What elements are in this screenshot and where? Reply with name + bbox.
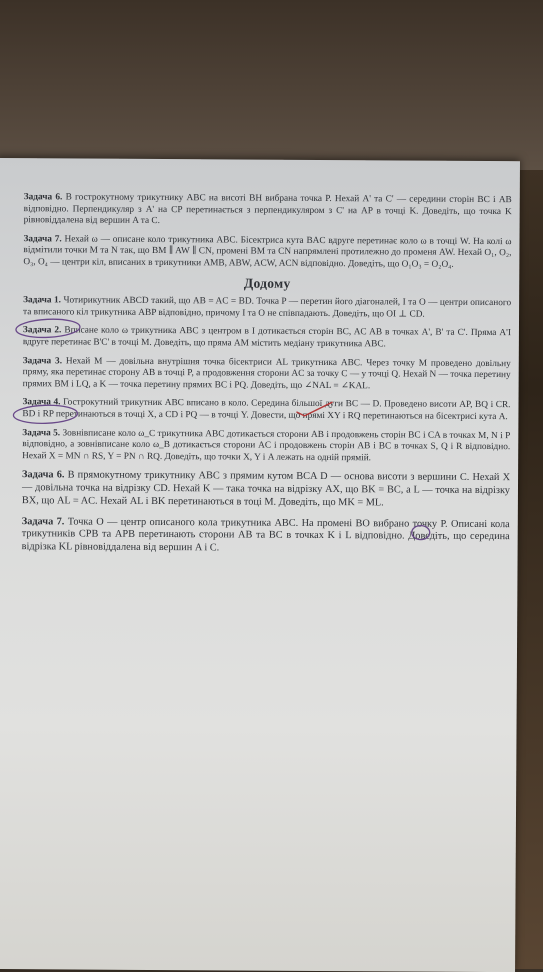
task-text: Гострокутний трикутник ABC вписано в коло. Середина більшої дуги BC — D. Проведено висоти AP, BQ і CR. BD і RP перетинаються в точці X, а CD і PQ — в точці Y. Довести, що прямі XY і RQ перетинаються на бісектрисі кута A. [22,397,511,423]
task-top-7 [23,234,511,272]
task-title: Задача 4. [22,397,61,408]
task-title: Задача 6. [23,192,63,203]
home-task-7 [22,516,510,557]
task-title: Задача 7. [23,233,62,245]
home-task-1 [23,295,511,321]
background-surface [0,0,543,170]
task-top-6 [24,192,512,230]
section-title: Додому [243,275,291,291]
task-title: Задача 6. [22,469,65,481]
task-text: Зовнівписане коло ω_C трикутника ABC дотикається сторони AB і продовжень сторін BC і CA в точках M, N і P відповідно, а зовнівписане коло ω_B дотикається сторони AC і продовжень сторін AB і BC в точках S, Q і R відповідно. Нехай X = MN ∩ RS, Y = PN ∩ RQ. Доведіть, що точки X, Y і A лежать на одній прямій. [22,427,511,463]
task-title: Задача 5. [22,427,61,438]
page-content [22,192,512,565]
home-task-4 [22,397,510,423]
task-text: Чотирикутник ABCD такий, що AB = AC = BD. Точка P — перетин його діагоналей, I та O — центри описаного та вписаного кіл трикутника ABP відповідно, причому I та O не співпадають. Доведіть, що OI ⊥ CD. [23,295,512,320]
task-text: В гострокутному трикутнику ABC на висоті BH вибрана точка P. Нехай A' та C' — середини сторін BC і AB відповідно. Перпендикуляр з A' на CP перетинається з перпендикуляром з C' на AP в точці K. Доведіть, що точка K рівновіддалена від вершин A та C. [23,192,512,227]
paper-sheet [0,158,520,972]
task-text: Точка O — центр описаного кола трикутника ABC. На промені BO вибрано точку P. Описані кола трикутників CPB та APB перетинають сторони AB та BC в точках K і L відповідно. Доведіть, що середина відрізка KL рівновіддалена від вершин A і C. [21,516,510,554]
task-title: Задача 1. [23,295,62,306]
task-title: Задача 7. [21,515,65,528]
home-task-2 [23,326,511,352]
task-title: Задача 2. [22,325,62,336]
task-title: Задача 3. [22,355,63,366]
task-text: В прямокутному трикутнику ABC з прямим кутом BCA D — основа висоти з вершини C. Нехай X — довільна точка на відрізку CD. Нехай K — така точка на відрізку AX, що BK = BC, а L — точка на відрізку BX, що AL = AC. Нехай AL і BK перетинаються в тоці M. Доведіть, що MK = ML. [21,469,511,509]
home-task-5 [22,428,510,466]
task-text: Нехай ω — описане коло трикутника ABC. Бісектриса кута BAC вдруге перетинає коло ω в точці W. На колі ω відмітили точки M та N так, що BM ∥ AW ∥ CN, промені BM та CN напрямлені протилежно до променя AW. Нехай O₁, O₂, O₃, O₄ — центри кіл, вписаних в трикутники AMB, ABW, ACW, ACN відповідно. Доведіть, що O₁O₃ = O₂O₄. [23,234,512,270]
home-task-6 [22,469,510,510]
task-text: Вписане коло ω трикутника ABC з центром в I дотикається сторін BC, AC AB в точках A', B' та C'. Пряма A'I вдруге перетинає B'C' в точці M. Доведіть, що пряма AM містить медіану трикутника ABC. [22,325,511,350]
lower-tasks [22,469,511,557]
task-text: Нехай M — довільна внутрішня точка бісектриси AL трикутника ABC. Через точку M проведено довільну пряму, яка перетинає сторону AB в точці P, а продовження сторони AC за точку C — у точці Q. Нехай N — точка перетину прямих BM і LQ, а K — точка перетину прямих BC і PQ. Доведіть, що ∠NAL = ∠KAL. [22,355,511,392]
home-task-3 [23,356,511,394]
